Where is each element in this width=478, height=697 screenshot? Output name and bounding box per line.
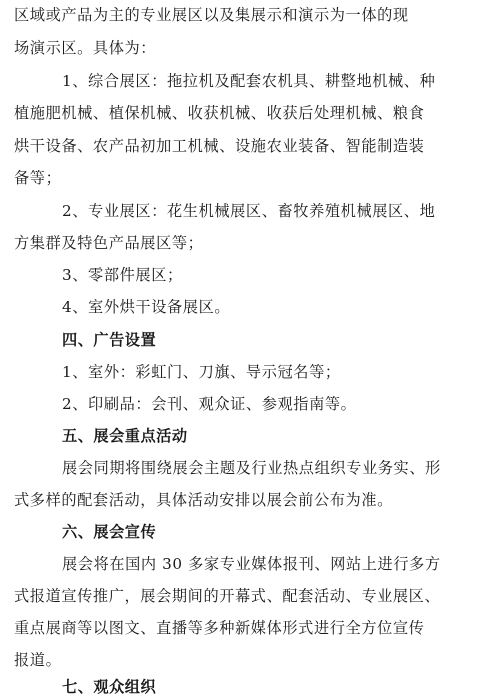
activities-line-1: 展会同期将围绕展会主题及行业热点组织专业务实、形 <box>62 459 441 477</box>
exhibit-item-1-line-3: 烘干设备、农产品初加工机械、设施农业装备、智能制造装 <box>14 137 425 155</box>
exhibit-item-3: 3、零部件展区； <box>62 266 183 284</box>
exhibit-item-1-line-2: 植施肥机械、植保机械、收获机械、收获后处理机械、粮食 <box>14 104 425 122</box>
activities-line-2: 式多样的配套活动，具体活动安排以展会前公布为准。 <box>14 491 393 509</box>
section-6-heading: 六、展会宣传 <box>62 523 157 541</box>
section-7-heading: 七、观众组织 <box>62 678 157 696</box>
exhibit-item-1-line-4: 备等； <box>14 169 62 187</box>
exhibit-item-2-line-2: 方集群及特色产品展区等； <box>14 234 204 252</box>
publicity-line-2: 式报道宣传推广，展会期间的开幕式、配套活动、专业展区、 <box>14 587 441 605</box>
section-4-heading: 四、广告设置 <box>62 331 157 349</box>
section-5-heading: 五、展会重点活动 <box>62 427 188 445</box>
ad-item-1: 1、室外：彩虹门、刀旗、导示冠名等； <box>62 363 341 381</box>
ad-item-2: 2、印刷品：会刊、观众证、参观指南等。 <box>62 395 357 413</box>
exhibit-item-4: 4、室外烘干设备展区。 <box>62 298 231 316</box>
exhibit-item-2-line-1: 2、专业展区：花生机械展区、畜牧养殖机械展区、地 <box>62 202 436 220</box>
intro-line-1: 区域或产品为主的专业展区以及集展示和演示为一体的现 <box>14 6 409 24</box>
publicity-line-1: 展会将在国内 30 多家专业媒体报刊、网站上进行多方 <box>62 555 441 573</box>
intro-line-2: 场演示区。具体为： <box>14 39 157 57</box>
publicity-line-4: 报道。 <box>14 651 62 669</box>
publicity-line-3: 重点展商等以图文、直播等多种新媒体形式进行全方位宣传 <box>14 619 425 637</box>
exhibit-item-1-line-1: 1、综合展区：拖拉机及配套农机具、耕整地机械、种 <box>62 72 436 90</box>
